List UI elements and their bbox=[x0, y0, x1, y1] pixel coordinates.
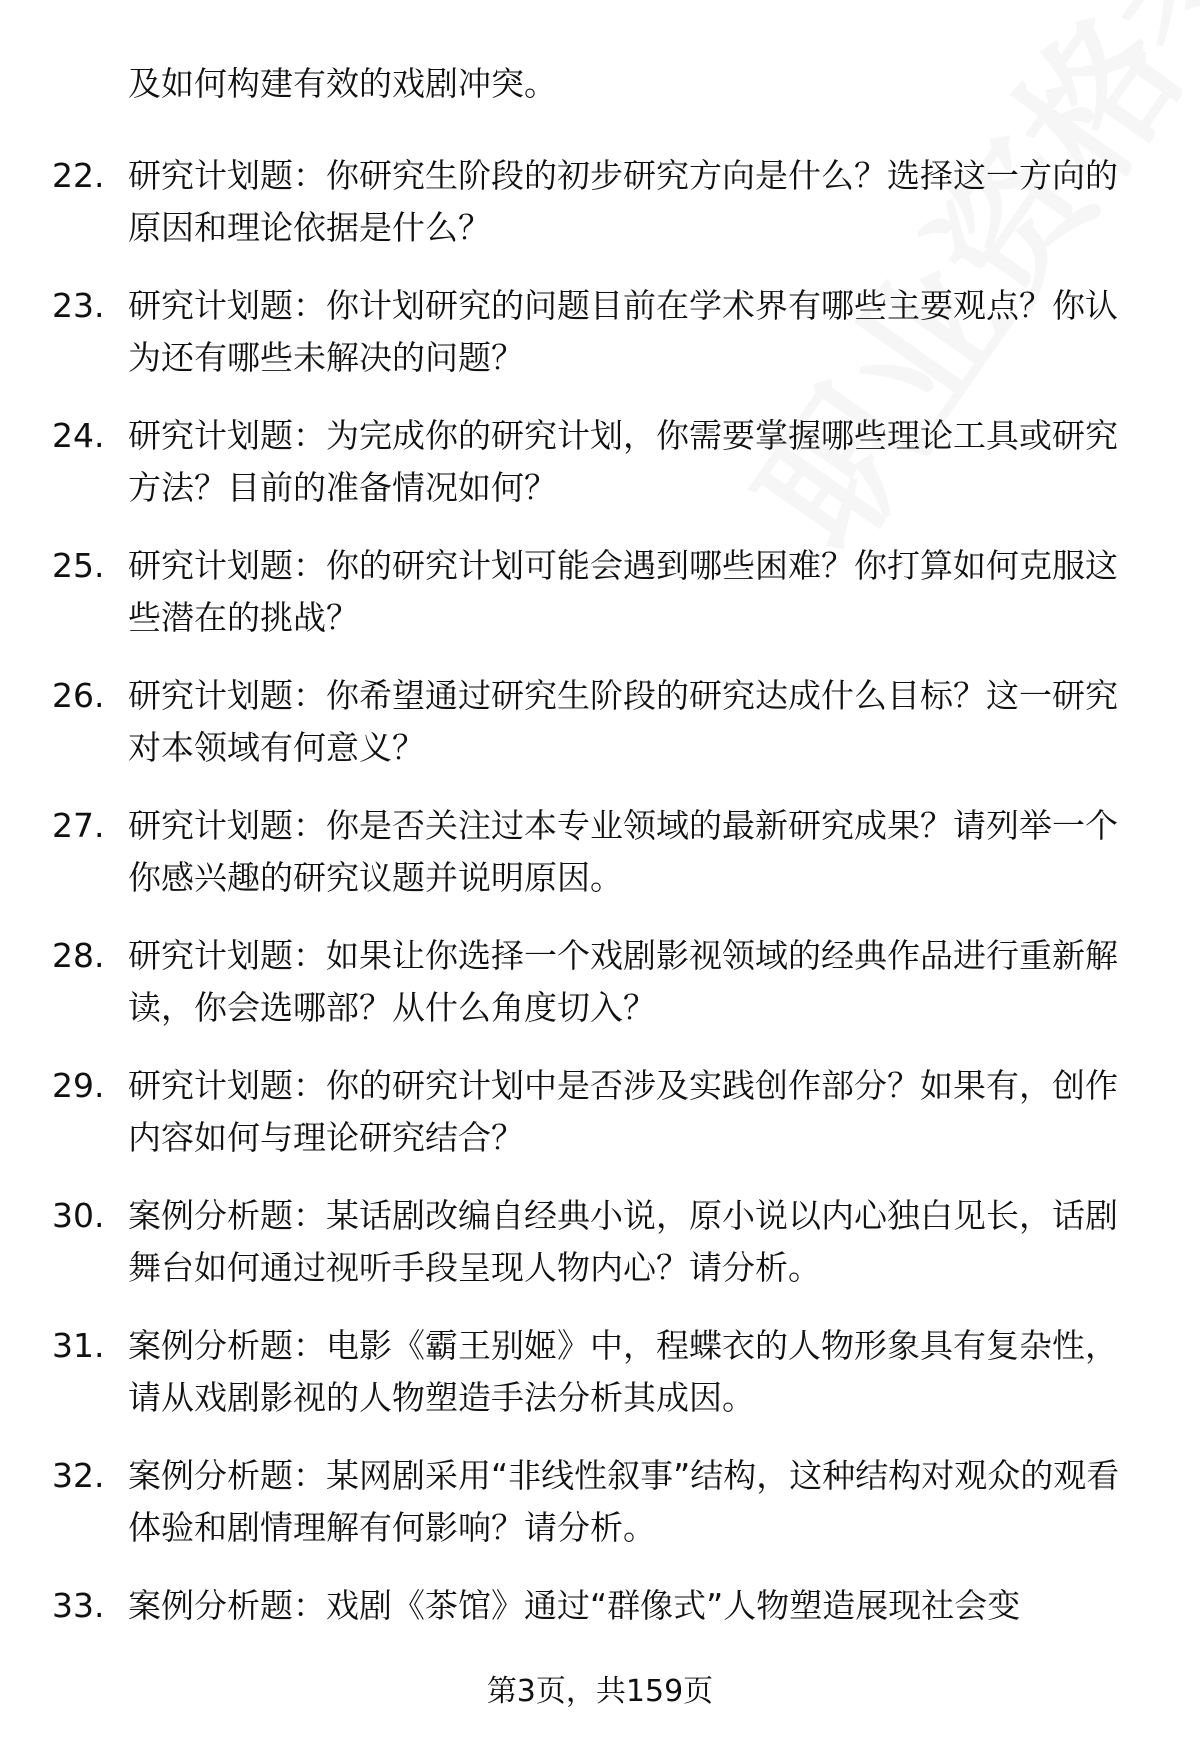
question-number: 28. bbox=[52, 936, 105, 975]
question-text: 研究计划题：你的研究计划中是否涉及实践创作部分？如果有，创作内容如何与理论研究结合？ bbox=[128, 1066, 1118, 1157]
question-item bbox=[0, 800, 1200, 930]
question-text: 案例分析题：戏剧《茶馆》通过“群像式”人物塑造展现社会变 bbox=[128, 1586, 1021, 1625]
question-number: 24. bbox=[52, 416, 105, 455]
question-text: 研究计划题：你的研究计划可能会遇到哪些困难？你打算如何克服这些潜在的挑战？ bbox=[128, 546, 1118, 637]
question-item bbox=[0, 670, 1200, 800]
question-text: 研究计划题：为完成你的研究计划，你需要掌握哪些理论工具或研究方法？目前的准备情况如何？ bbox=[128, 416, 1118, 507]
question-number: 31. bbox=[52, 1326, 105, 1365]
question-item bbox=[0, 410, 1200, 540]
question-number: 29. bbox=[52, 1066, 105, 1105]
question-list bbox=[0, 150, 1200, 1710]
question-number: 23. bbox=[52, 286, 105, 325]
question-text: 研究计划题：你研究生阶段的初步研究方向是什么？选择这一方向的原因和理论依据是什么？ bbox=[128, 156, 1118, 247]
question-item bbox=[0, 280, 1200, 410]
question-number: 26. bbox=[52, 676, 105, 715]
continuation-text: 及如何构建有效的戏剧冲突。 bbox=[128, 64, 557, 103]
question-item bbox=[0, 1450, 1200, 1580]
question-text: 研究计划题：你计划研究的问题目前在学术界有哪些主要观点？你认为还有哪些未解决的问题？ bbox=[128, 286, 1118, 377]
question-text: 案例分析题：某话剧改编自经典小说，原小说以内心独白见长，话剧舞台如何通过视听手段呈现人物内心？请分析。 bbox=[128, 1196, 1118, 1287]
question-text: 研究计划题：如果让你选择一个戏剧影视领域的经典作品进行重新解读，你会选哪部？从什么角度切入？ bbox=[128, 936, 1118, 1027]
question-item bbox=[0, 1320, 1200, 1450]
question-number: 30. bbox=[52, 1196, 105, 1235]
question-number: 25. bbox=[52, 546, 105, 585]
question-item bbox=[0, 150, 1200, 280]
question-item bbox=[0, 1190, 1200, 1320]
question-number: 22. bbox=[52, 156, 105, 195]
page-footer: 第3页，共159页 bbox=[486, 1674, 714, 1709]
question-number: 27. bbox=[52, 806, 105, 845]
question-item bbox=[0, 1060, 1200, 1190]
question-item bbox=[0, 540, 1200, 670]
question-number: 33. bbox=[52, 1586, 105, 1625]
question-text: 案例分析题：某网剧采用“非线性叙事”结构，这种结构对观众的观看体验和剧情理解有何影响？请分析。 bbox=[128, 1456, 1120, 1547]
question-number: 32. bbox=[52, 1456, 105, 1495]
question-text: 案例分析题：电影《霸王别姬》中，程蝶衣的人物形象具有复杂性，请从戏剧影视的人物塑造手法分析其成因。 bbox=[128, 1326, 1118, 1417]
question-text: 研究计划题：你是否关注过本专业领域的最新研究成果？请列举一个你感兴趣的研究议题并说明原因。 bbox=[128, 806, 1118, 897]
question-text: 研究计划题：你希望通过研究生阶段的研究达成什么目标？这一研究对本领域有何意义？ bbox=[128, 676, 1118, 767]
question-item bbox=[0, 930, 1200, 1060]
